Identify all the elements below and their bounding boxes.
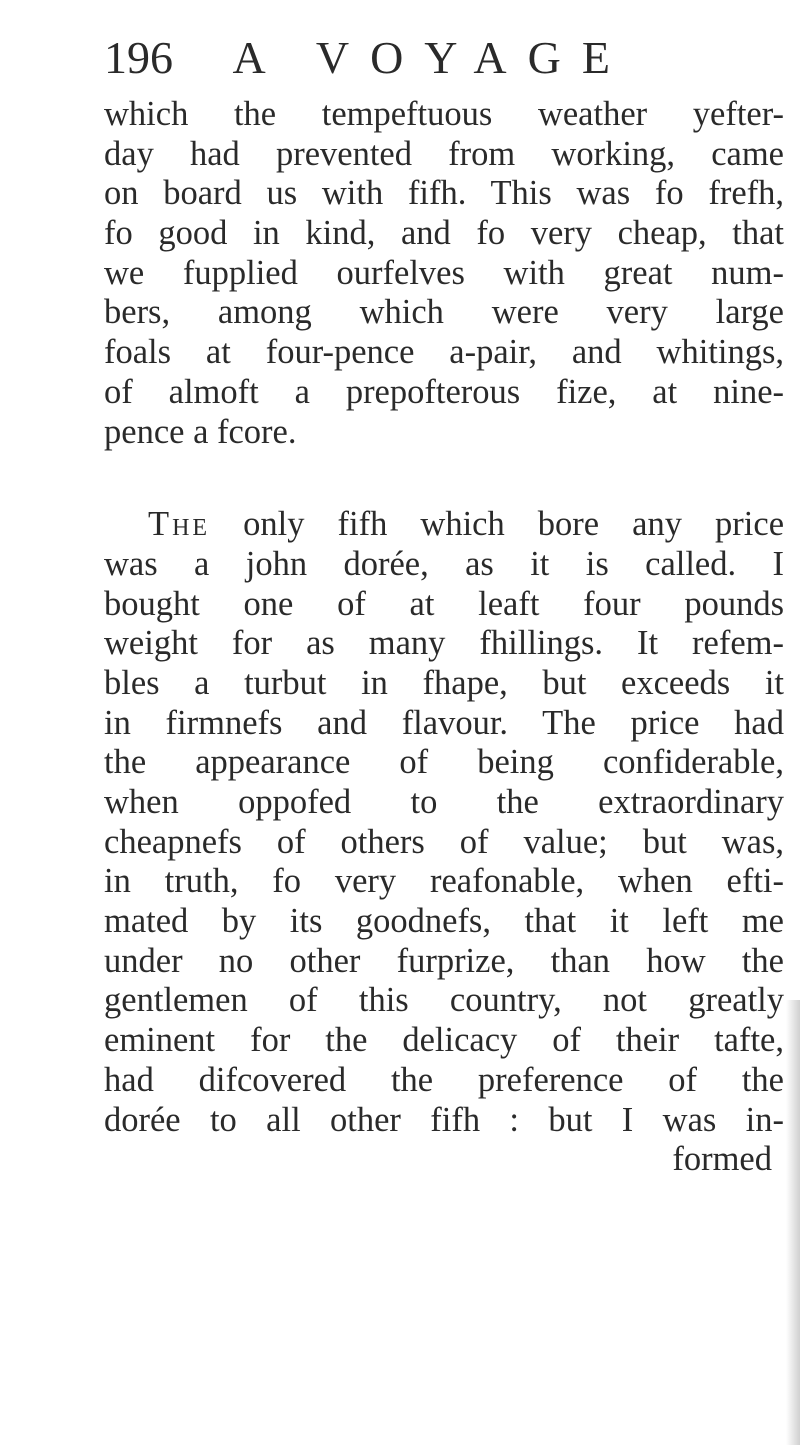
text-line: fo good in kind, and fo very cheap, that [104,214,784,253]
text-line: weight for as many fhillings. It refem- [104,624,784,663]
text-line: bles a turbut in fhape, but exceeds it [104,663,784,702]
paragraph-opening-line [104,505,784,545]
page-number: 196 [104,32,173,83]
text-line: the appearance of being confiderable, [104,743,784,782]
text-line: cheapnefs of others of value; but was, [104,822,784,861]
page-header [104,30,631,86]
text-line: of almoft a prepofterous fize, at nine- [104,372,784,411]
text-line: when oppofed to the extraordinary [104,783,784,821]
text-line: in firmnefs and flavour. The price had [104,703,784,742]
opening-word: The [148,505,211,544]
text-line: under no other furprize, than how the [104,941,784,980]
catchword: formed [672,1140,772,1179]
text-line: had difcovered the preference of the [104,1060,784,1099]
text-line: bers, among which were very large [104,293,784,332]
opening-line-rest: only fifh which bore any price [243,505,785,544]
text-line: eminent for the delicacy of their tafte, [104,1021,784,1060]
running-title: A VOYAGE [232,32,631,83]
text-line: in truth, fo very reafonable, when efti- [104,862,784,901]
page-edge-shadow [786,1000,800,1445]
text-line: mated by its goodnefs, that it left me [104,902,784,941]
text-line: foals at four-pence a-pair, and whitings, [104,333,784,372]
text-line: which the tempeftuous weather yefter- [104,95,784,133]
body-text [104,95,784,1180]
text-line: we fupplied ourfelves with great num- [104,253,784,292]
text-line: dorée to all other fifh : but I was in- [104,1100,784,1139]
text-line: day had prevented from working, came [104,134,784,173]
paragraph-gap [104,452,784,505]
text-line: pence a fcore. [104,412,297,451]
text-line: was a john dorée, as it is called. I [104,544,784,583]
text-line: on board us with fifh. This was fo frefh, [104,174,784,213]
text-line: bought one of at leaft four pounds [104,584,784,623]
text-line: gentlemen of this country, not greatly [104,981,784,1020]
